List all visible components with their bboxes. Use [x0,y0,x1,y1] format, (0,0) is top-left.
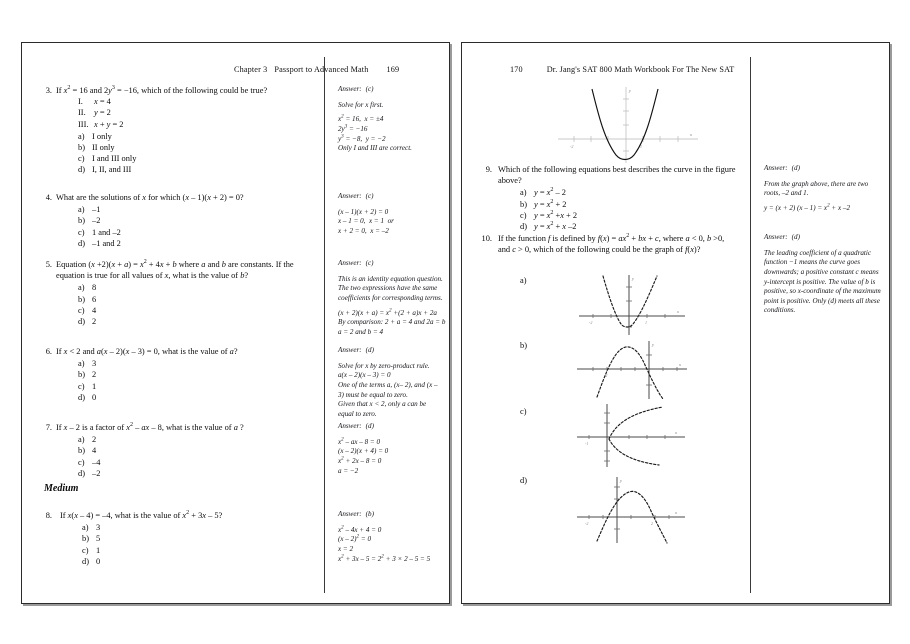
question-4-stem: What are the solutions of x for which (x – 1)(x + 2) = 0? [56,193,244,202]
choice-b[interactable]: b) 6 [78,294,97,304]
choice-c[interactable]: c) I and III only [78,154,137,164]
question-3-stem: If $x^2 = 16$ and $2y^3 = -16$, which of the following could be true? [56,85,268,95]
column-rule-left [324,57,325,593]
parabola-figure-q9 [548,81,708,167]
svg-text:1: 1 [645,320,647,325]
choice-c[interactable]: c) 1 [82,545,101,555]
graph-choice-c [567,399,697,471]
question-4-choices [56,204,312,249]
page-right [461,42,890,604]
choice-c[interactable]: c) 1 [78,381,97,391]
graph-choice-d [567,471,697,547]
running-head-left [234,65,399,74]
answer-10-explanation: The leading coefficient of a quadratic function −1 means the curve goes downwards; a positive constant c means y-intercept is positive. The value of b is positive, so x-coordinate of the maximum point is positive. Only (d) meets all these conditions. [764,248,881,315]
choice-b[interactable]: b) II only [78,142,115,152]
svg-text:x: x [690,132,692,137]
choice-c[interactable]: c) 1 and –2 [78,227,121,237]
choice-b[interactable]: b) 5 [82,534,101,544]
answer-3-explanation: Solve for x first. [338,100,384,109]
choice-a[interactable]: a) 3 [78,359,97,369]
answer-3 [338,85,450,154]
roman-item: II. y = 2 [78,108,111,118]
choice-d[interactable]: d) –1 and 2 [78,238,121,248]
question-7-stem: If x – 2 is a factor of $x^2$ – ax – 8, what is the value of a ? [56,422,244,432]
svg-text:y: y [629,88,631,93]
question-6 [22,346,324,403]
choice-d[interactable]: d) I, II, and III [78,165,132,175]
svg-text:-2: -2 [604,373,608,378]
answer-9-header: Answer: (d) [764,164,800,172]
svg-text:y: y [620,478,622,483]
question-5-number: 5. [45,260,52,269]
page-left [21,42,450,604]
choice-d[interactable]: d) 0 [82,556,101,566]
answer-9 [764,164,884,214]
answer-10 [764,233,884,321]
question-10 [462,233,750,255]
answer-5 [338,259,450,337]
running-head-right [510,65,734,74]
question-7 [22,422,324,479]
answer-5-explanation: This is an identity equation question. The two expressions have the same coefficients for corresponding terms. [338,274,443,302]
choice-b[interactable]: b) –2 [78,216,101,226]
answer-9-work: y = (x + 2) $(x - 1) = x^2 + x$ –2 [764,202,850,212]
roman-item: III. x + y = 2 [78,119,124,129]
answer-4-header: Answer: (c) [338,192,374,200]
question-8 [22,510,324,567]
answer-5-header: Answer: (c) [338,259,374,267]
question-8-stem: If x(x – 4) = –4, what is the value of $x^2 + 3x - 5$? [60,510,223,520]
svg-text:-2: -2 [585,521,589,526]
choice-d[interactable]: d) 0 [78,392,97,402]
question-4 [22,192,324,249]
question-9-stem: Which of the following equations best describes the curve in the figure above? [498,165,736,186]
choice-a[interactable]: a) I only [78,131,112,141]
svg-text:-2: -2 [589,320,593,325]
question-9 [462,164,750,232]
choice-d[interactable]: d) $y = x^2 + x$ –2 [520,221,577,231]
svg-text:-1: -1 [585,441,589,446]
question-6-number: 6. [45,347,52,356]
answer-6-work: Solve for x by zero-product rule. a(x – 2)(x – 3) = 0 One of the terms a, (x– 2), and (x – 3) must be equal to zero. Given that x < 2, only a can be equal to zero. [338,361,438,418]
chapter-label: Chapter 3 [234,65,268,74]
question-3 [22,85,324,175]
graph-choice-c-label[interactable]: c) [520,407,527,416]
question-4-number: 4. [45,193,52,202]
graph-choice-a-label[interactable]: a) [520,276,527,285]
choice-a[interactable]: a) 3 [82,523,101,533]
page-number-right: 170 [510,65,523,74]
answer-5-work: $(x + 2)(x + a) = x^2 +(2 + a)x + 2a$ By comparison: 2 + a = 4 and 2a = b a = 2 and b = 4 [338,307,446,336]
choice-c[interactable]: c) 4 [78,305,97,315]
graph-choice-a [567,271,697,337]
answer-4-work: (x – 1)(x + 2) = 0 x – 1 = 0, x = 1 or x + 2 = 0, x = –2 [338,207,394,235]
question-7-number: 7. [45,423,52,432]
question-3-number: 3. [45,86,52,95]
choice-b[interactable]: b) 4 [78,446,97,456]
svg-text:x: x [675,510,677,515]
question-3-romans [56,96,312,130]
graph-choice-d-label[interactable]: d) [520,476,527,485]
choice-a[interactable]: a) $y = x^2 - 2$ [520,187,566,198]
answer-8 [338,510,450,564]
question-5-choices [56,282,312,327]
answer-7 [338,422,450,476]
question-6-stem: If x < 2 and a(x – 2)(x – 3) = 0, what is the value of a? [56,347,238,356]
column-rule-right [750,57,751,593]
answer-8-work: $x^2 - 4x + 4 = 0$ (x – 2)$^2$ = 0 x = 2 $x^2 + 3x - 5 = 2^2 + 3 \times 2 - 5 = 5$ [338,524,431,563]
book-title: Dr. Jang's SAT 800 Math Workbook For The New SAT [546,65,735,74]
svg-text:x: x [677,309,679,314]
svg-text:y: y [632,276,634,281]
answer-9-explanation: From the graph above, there are two roots, –2 and 1. [764,179,869,198]
answer-3-work: $x^2 = 16$, x = ±4 $2y^3 = -16$ $y^3 = -8$, y = −2 Only I and III are correct. [338,113,412,153]
choice-a[interactable]: a) 2 [78,435,97,445]
question-9-number: 9. [485,165,492,174]
svg-text:-2: -2 [570,144,574,149]
answer-6 [338,346,450,419]
graph-choice-b-label[interactable]: b) [520,341,527,350]
graph-choice-b [567,335,697,403]
question-6-choices [56,358,312,403]
answer-7-work: $x^2$ – ax – 8 = 0 (x – 2)(x + 4) = 0 $x^2 + 2x - 8 = 0$ a = −2 [338,436,389,475]
svg-text:2: 2 [651,521,653,526]
choice-c[interactable]: c) –4 [78,457,101,467]
choice-b[interactable]: b) $y = x^2 + 2$ [520,198,567,209]
choice-b[interactable]: b) 2 [78,370,97,380]
choice-c[interactable]: c) $y = x^2 +x + 2$ [520,209,578,220]
question-5-stem: Equation $(x +2)(x + a) = x^2 + 4x + b$ where a and b are constants. If the equation is true for all values of x, what is the value of b? [56,259,294,281]
svg-text:y: y [652,342,654,347]
answer-10-header: Answer: (d) [764,233,800,241]
answer-4 [338,192,450,237]
svg-text:x: x [679,362,681,367]
question-7-choices [56,434,312,479]
choice-a[interactable]: a) –1 [78,205,101,215]
roman-item: I. x = 4 [78,97,111,107]
page-number-left: 169 [386,65,400,74]
question-9-choices [498,187,738,232]
question-10-number: 10. [481,234,492,243]
answer-8-header: Answer: (b) [338,510,374,518]
question-5 [22,259,324,327]
choice-d[interactable]: d) 2 [78,316,97,326]
question-8-number: 8. [45,511,52,520]
question-3-choices [56,131,312,176]
question-8-choices [60,522,312,567]
choice-d[interactable]: d) –2 [78,468,101,478]
svg-text:1: 1 [640,144,642,149]
answer-7-header: Answer: (d) [338,422,374,430]
choice-a[interactable]: a) 8 [78,283,97,293]
answer-6-header: Answer: (d) [338,346,374,354]
svg-text:x: x [675,430,677,435]
answer-3-header: Answer: (c) [338,85,374,93]
chapter-title: Passport to Advanced Math [274,65,369,74]
question-10-stem: If the function f is defined by $f(x) = ax^2$ + bx + c, where a < 0, b >0, and c > 0, which of the following could be the graph of f(x)? [498,233,725,255]
section-heading-medium: Medium [44,483,79,494]
